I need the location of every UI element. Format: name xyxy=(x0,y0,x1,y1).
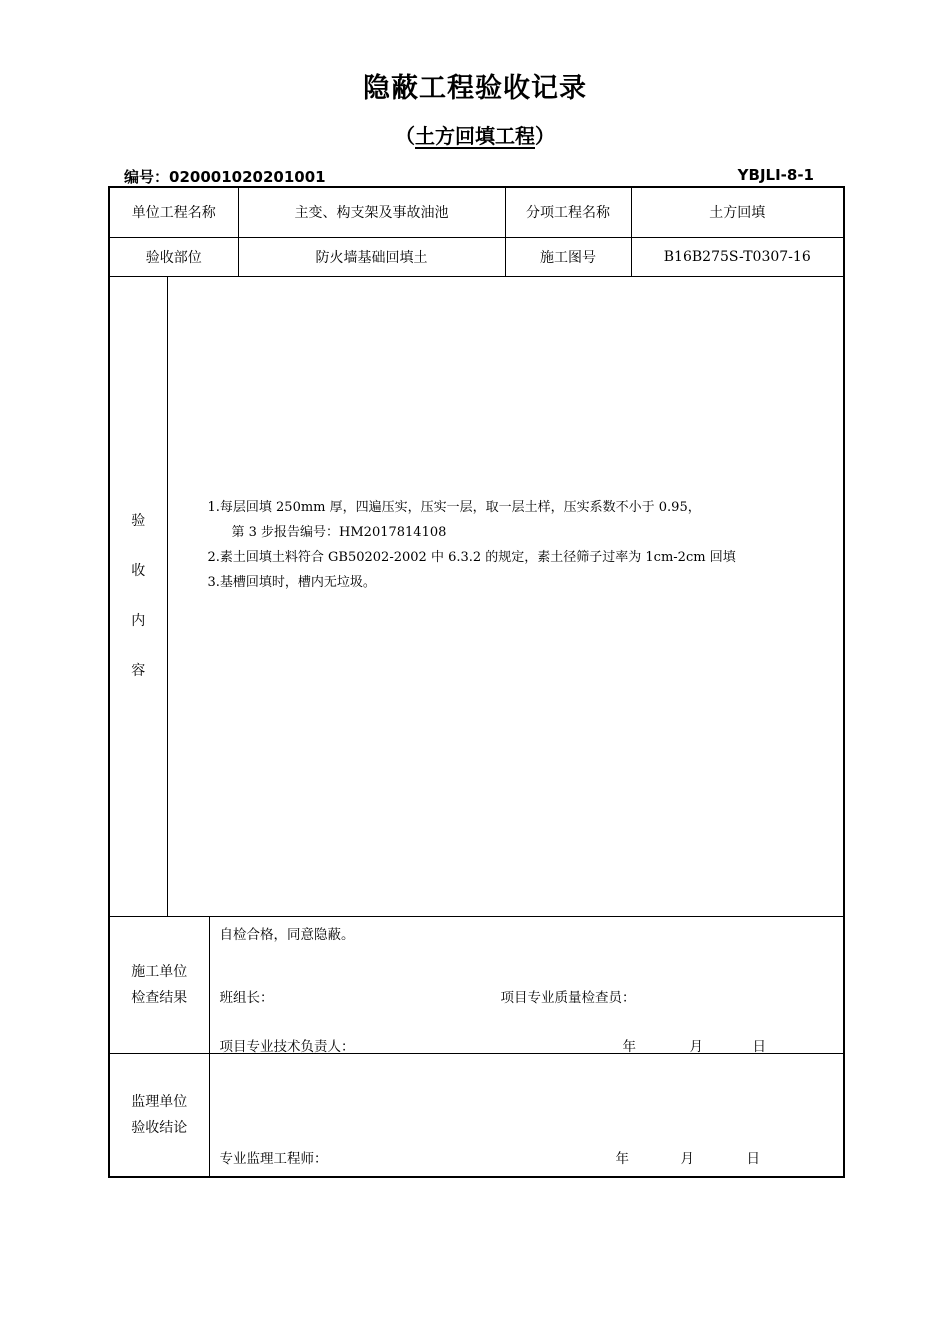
acceptance-content-body xyxy=(167,276,844,916)
content-lines xyxy=(208,495,736,595)
subtitle-text: 土方回填工程 xyxy=(415,124,535,148)
construction-label-line2: 检查结果 xyxy=(131,989,188,1006)
acceptance-part-label: 验收部位 xyxy=(109,237,238,276)
record-number-label: 编号： xyxy=(124,168,170,186)
content-label-char: 容 xyxy=(131,663,146,679)
supervision-day: 日 xyxy=(746,1150,760,1167)
supervision-conclusion-label xyxy=(109,1053,209,1177)
subtitle-close-paren: ） xyxy=(535,124,555,148)
construction-result-body xyxy=(209,916,844,1053)
page-title: 隐蔽工程验收记录 xyxy=(363,73,587,104)
supervision-engineer-label: 专业监理工程师： xyxy=(219,1150,328,1167)
self-check-text: 自检合格，同意隐蔽。 xyxy=(219,926,355,943)
construction-year: 年 xyxy=(622,1038,636,1055)
content-line: 第 3 步报告编号：HM2017814108 xyxy=(231,524,447,540)
row-supervision-conclusion xyxy=(109,1053,844,1177)
content-line: 2.素土回填土料符合 GB50202-2002 中 6.3.2 的规定，素土径筛子过率为 1cm-2cm 回填 xyxy=(207,549,736,565)
supervision-year: 年 xyxy=(615,1150,629,1167)
row-unit-project xyxy=(109,187,844,237)
page-subtitle xyxy=(0,120,950,149)
row-construction-result xyxy=(109,916,844,1053)
drawing-number-value: B16B275S-T0307-16 xyxy=(631,237,844,276)
content-label-char: 收 xyxy=(131,563,146,579)
inspection-form-table xyxy=(108,186,845,1178)
supervision-label-line2: 验收结论 xyxy=(131,1119,188,1136)
acceptance-part-value: 防火墙基础回填土 xyxy=(238,237,505,276)
record-number xyxy=(124,166,326,187)
tech-lead-label: 项目专业技术负责人： xyxy=(219,1038,355,1055)
construction-day: 日 xyxy=(752,1038,766,1055)
sub-project-label: 分项工程名称 xyxy=(505,187,631,237)
row-acceptance-part xyxy=(109,237,844,276)
record-number-value: 020001020201001 xyxy=(169,168,326,186)
quality-inspector-label: 项目专业质量检查员： xyxy=(500,989,636,1006)
content-line: 3.基槽回填时，槽内无垃圾。 xyxy=(207,574,376,590)
drawing-number-label: 施工图号 xyxy=(505,237,631,276)
unit-project-value: 主变、构支架及事故油池 xyxy=(238,187,505,237)
construction-result-label xyxy=(109,916,209,1053)
supervision-month: 月 xyxy=(680,1150,694,1167)
supervision-label-line1: 监理单位 xyxy=(131,1093,188,1110)
content-label-char: 内 xyxy=(131,613,146,629)
form-number: YBJLⅠ-8-1 xyxy=(737,166,814,184)
row-acceptance-content xyxy=(109,276,844,916)
content-label-char: 验 xyxy=(131,513,146,529)
construction-month: 月 xyxy=(689,1038,703,1055)
unit-project-label: 单位工程名称 xyxy=(109,187,238,237)
sub-project-value: 土方回填 xyxy=(631,187,844,237)
content-line: 1.每层回填 250mm 厚，四遍压实，压实一层，取一层土样，压实系数不小于 0.95， xyxy=(207,499,701,515)
supervision-conclusion-body xyxy=(209,1053,844,1177)
acceptance-content-label xyxy=(109,276,167,916)
subtitle-open-paren: （ xyxy=(395,124,415,148)
construction-label-line1: 施工单位 xyxy=(131,963,188,980)
team-leader-label: 班组长： xyxy=(219,989,274,1006)
